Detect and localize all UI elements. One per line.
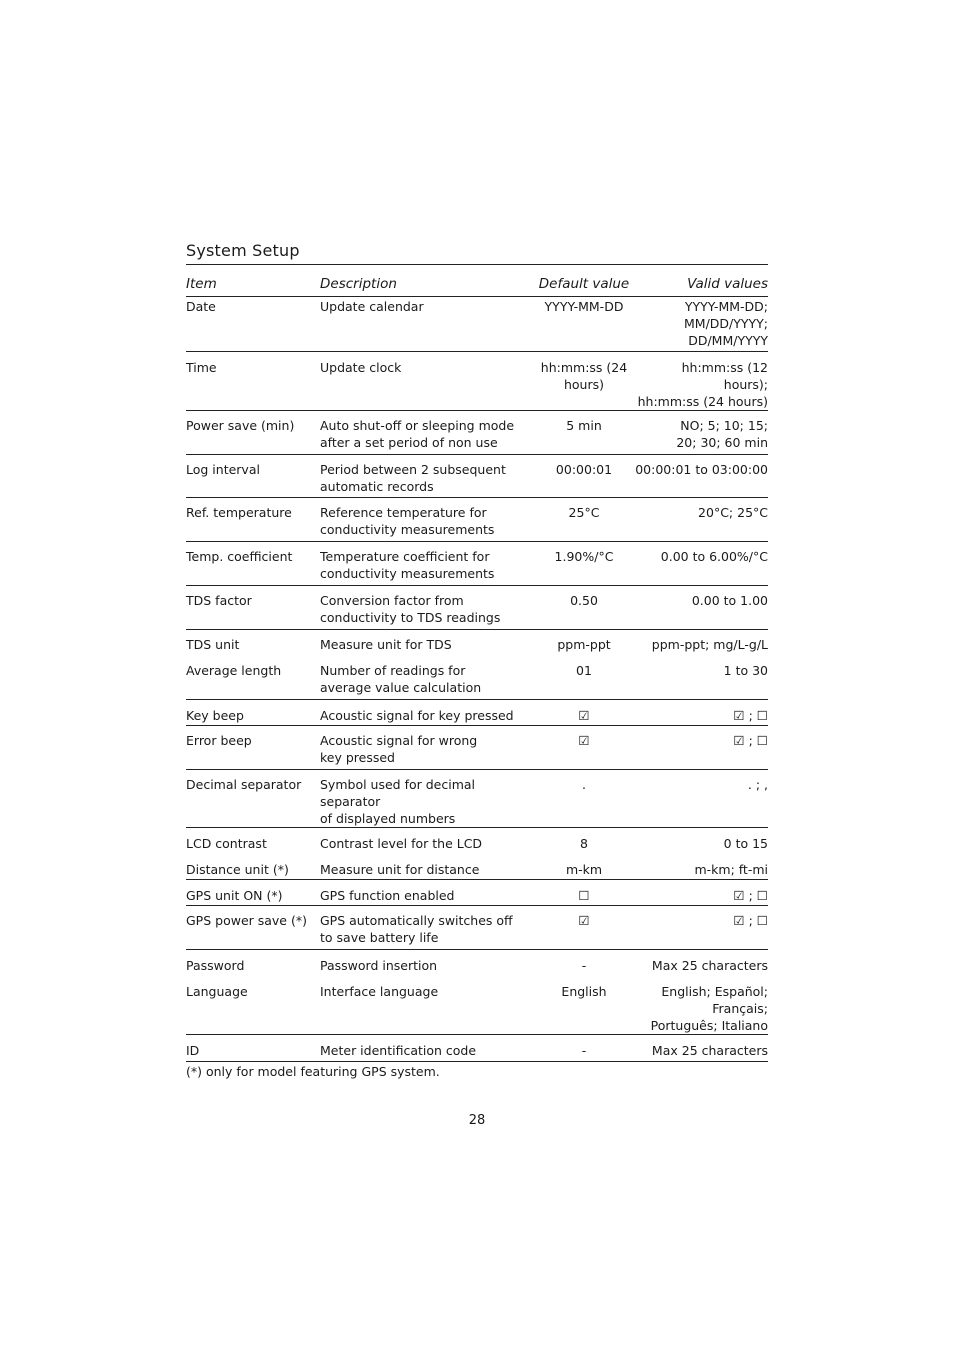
- row-default-value: m-km: [534, 854, 634, 880]
- header-default-value: Default value: [534, 274, 634, 297]
- table-row: [186, 411, 768, 455]
- row-item: Key beep: [186, 700, 320, 726]
- row-description: Period between 2 subsequent automatic records: [320, 455, 534, 498]
- row-valid-values: NO; 5; 10; 15; 20; 30; 60 min: [634, 411, 768, 455]
- row-description: Auto shut-off or sleeping mode after a set period of non use: [320, 411, 534, 455]
- footnote: (*) only for model featuring GPS system.: [186, 1064, 440, 1079]
- row-default-value: ☑: [534, 906, 634, 950]
- row-valid-values: ☑ ; ☐: [634, 880, 768, 906]
- row-default-value: ☑: [534, 726, 634, 770]
- table-header-row: [186, 274, 768, 297]
- row-default-value: ☐: [534, 880, 634, 906]
- row-item: Ref. temperature: [186, 498, 320, 542]
- row-item: Decimal separator: [186, 770, 320, 828]
- row-description: GPS automatically switches off to save battery life: [320, 906, 534, 950]
- table-row: [186, 828, 768, 855]
- row-valid-values: YYYY-MM-DD; MM/DD/YYYY; DD/MM/YYYY: [634, 297, 768, 352]
- row-description: Acoustic signal for key pressed: [320, 700, 534, 726]
- row-valid-values: 00:00:01 to 03:00:00: [634, 455, 768, 498]
- row-description: Contrast level for the LCD: [320, 836, 483, 851]
- row-default-value: 25°C: [534, 498, 634, 542]
- table-body: [186, 297, 768, 1062]
- row-valid-values: Max 25 characters: [651, 958, 768, 973]
- row-description: Number of readings for average value calculation: [320, 656, 534, 700]
- row-item: TDS unit: [186, 637, 240, 652]
- row-item: GPS unit ON (*): [186, 880, 320, 906]
- page-number: 28: [468, 1113, 486, 1128]
- row-description: Temperature coefficient for conductivity measurements: [320, 542, 534, 586]
- row-item: Language: [186, 976, 320, 1035]
- row-item: Power save (min): [186, 411, 320, 455]
- table-row: [186, 1035, 768, 1062]
- table-row: [186, 542, 768, 586]
- row-valid-values: ☑ ; ☐: [634, 906, 768, 950]
- table-row: [186, 726, 768, 770]
- row-item: GPS power save (*): [186, 906, 320, 950]
- table-row: [186, 586, 768, 630]
- row-default-value: 8: [580, 836, 588, 851]
- table-row: [186, 352, 768, 411]
- row-description: GPS function enabled: [320, 880, 534, 906]
- row-description: Update calendar: [320, 297, 534, 352]
- row-valid-values: 0.00 to 1.00: [634, 586, 768, 630]
- row-item: Temp. coefficient: [186, 542, 320, 586]
- table-row: [186, 906, 768, 950]
- header-description: Description: [320, 274, 534, 297]
- row-item: Date: [186, 297, 320, 352]
- row-default-value: YYYY-MM-DD: [534, 297, 634, 352]
- row-description: Meter identification code: [320, 1035, 534, 1062]
- row-valid-values: 20°C; 25°C: [634, 498, 768, 542]
- row-item: Error beep: [186, 726, 320, 770]
- row-item: Average length: [186, 656, 320, 700]
- row-description: Conversion factor from conductivity to TDS readings: [320, 586, 534, 630]
- row-valid-values: . ; ,: [634, 770, 768, 828]
- row-valid-values: ppm-ppt; mg/L-g/L: [651, 637, 768, 652]
- row-description: Measure unit for distance: [320, 854, 534, 880]
- row-valid-values: 0 to 15: [723, 836, 768, 851]
- row-default-value: 5 min: [534, 411, 634, 455]
- row-default-value: 1.90%/°C: [534, 542, 634, 586]
- row-default-value: .: [534, 770, 634, 828]
- row-description: Measure unit for TDS: [320, 637, 452, 652]
- row-item: LCD contrast: [186, 836, 267, 851]
- header-valid-values: Valid values: [634, 274, 768, 297]
- row-item: Time: [186, 352, 320, 411]
- row-default-value: -: [534, 1035, 634, 1062]
- row-default-value: ppm-ppt: [557, 637, 611, 652]
- row-default-value: ☑: [534, 700, 634, 726]
- row-default-value: 0.50: [534, 586, 634, 630]
- system-setup-table: [186, 274, 768, 1062]
- row-valid-values: Max 25 characters: [634, 1035, 768, 1062]
- row-item: ID: [186, 1035, 320, 1062]
- row-item: Distance unit (*): [186, 854, 320, 880]
- table-row: [186, 770, 768, 828]
- row-description: Acoustic signal for wrong key pressed: [320, 726, 534, 770]
- row-item: Log interval: [186, 455, 320, 498]
- table-row: [186, 854, 768, 880]
- row-valid-values: 0.00 to 6.00%/°C: [634, 542, 768, 586]
- row-description: Update clock: [320, 352, 534, 411]
- table-row: [186, 455, 768, 498]
- table-row: [186, 297, 768, 352]
- row-description: Interface language: [320, 976, 534, 1035]
- row-default-value: hh:mm:ss (24 hours): [534, 352, 634, 411]
- row-default-value: 01: [534, 656, 634, 700]
- section-title: System Setup: [186, 241, 300, 260]
- table-row: [186, 976, 768, 1035]
- row-default-value: -: [581, 958, 587, 973]
- header-item: Item: [186, 274, 320, 297]
- row-description: Password insertion: [320, 958, 438, 973]
- row-item: TDS factor: [186, 586, 320, 630]
- row-default-value: English: [534, 976, 634, 1035]
- table-row: [186, 880, 768, 906]
- row-valid-values: ☑ ; ☐: [634, 700, 768, 726]
- row-valid-values: 1 to 30: [634, 656, 768, 700]
- row-valid-values: hh:mm:ss (12 hours); hh:mm:ss (24 hours): [634, 352, 768, 411]
- title-rule: [186, 264, 768, 265]
- row-valid-values: English; Español; Français; Português; Italiano: [634, 976, 768, 1035]
- row-description: Symbol used for decimal separator of displayed numbers: [320, 770, 534, 828]
- table-row: [186, 700, 768, 726]
- table-row: [186, 498, 768, 542]
- row-valid-values: ☑ ; ☐: [634, 726, 768, 770]
- row-description: Reference temperature for conductivity measurements: [320, 498, 534, 542]
- row-default-value: 00:00:01: [534, 455, 634, 498]
- row-item: Password: [186, 958, 245, 973]
- table-row: [186, 950, 768, 977]
- row-valid-values: m-km; ft-mi: [634, 854, 768, 880]
- table-row: [186, 630, 768, 657]
- table-row: [186, 656, 768, 700]
